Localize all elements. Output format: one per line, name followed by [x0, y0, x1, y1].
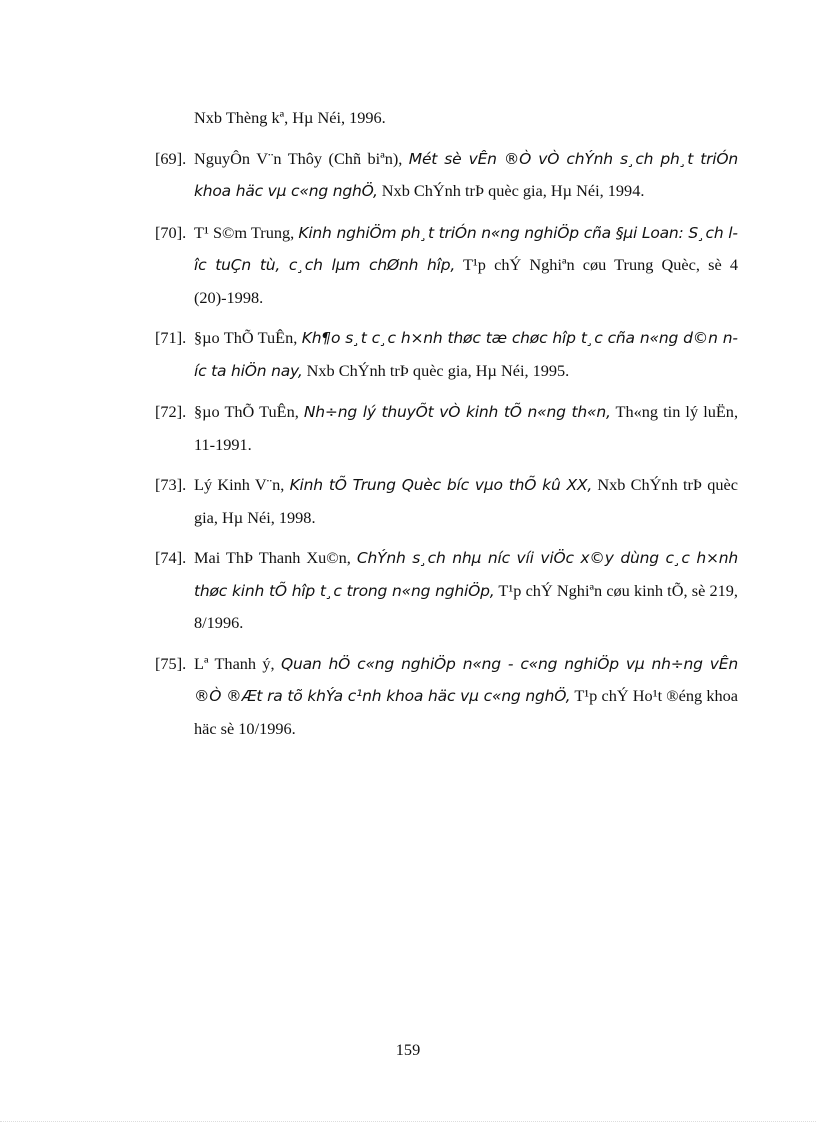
continued-reference-text: Nxb Thèng kª, Hµ Néi, 1996. [194, 108, 386, 127]
reference-body [194, 396, 738, 460]
reference-body [194, 648, 738, 745]
reference-author: Mai ThÞ Thanh Xu©n, [194, 548, 351, 567]
reference-title: Quan hÖ c«ng nghiÖp n«ng - c«ng nghiÖp vµ nh÷ng vÊn ®Ò ®Æt ra tõ khÝa c¹nh khoa häc vµ c«ng nghÖ, [194, 654, 738, 705]
reference-source: T¹p chÝ Nghiªn cøu Trung Quèc, sè 4 (20)-1998. [194, 255, 738, 307]
reference-body [194, 217, 738, 314]
reference-source: Nxb ChÝnh trÞ quèc gia, Hµ Néi, 1995. [306, 360, 570, 380]
reference-entry-70 [155, 217, 738, 314]
reference-author: §µo ThÕ TuÊn, [194, 402, 299, 421]
reference-number: [69]. [155, 148, 187, 168]
reference-number: [72]. [155, 402, 187, 421]
reference-number: [75]. [155, 653, 187, 673]
reference-body [194, 322, 738, 387]
bibliography [155, 102, 738, 753]
reference-author: Lª Thanh ý, [194, 653, 275, 673]
reference-author: Lý Kinh V¨n, [194, 475, 285, 494]
reference-title: Kh¶o s¸t c¸c h×nh thøc tæ chøc hîp t¸c cña n«ng d©n níc ta hiÖn nay, [194, 329, 738, 380]
reference-entry-72 [155, 396, 738, 460]
reference-author: NguyÔn V¨n Thôy (Chñ biªn), [194, 148, 403, 168]
reference-number: [71]. [155, 328, 187, 347]
reference-title: Kinh nghiÖm ph¸t triÓn n«ng nghiÖp cña §µi Loan: S¸ch lîc tuÇn tù, c¸ch lµm chØnh hîp, [194, 223, 738, 274]
reference-entry-71 [155, 322, 738, 387]
page-bottom-divider [0, 1121, 816, 1122]
reference-source: Nxb ChÝnh trÞ quèc gia, Hµ Néi, 1998. [194, 475, 738, 527]
reference-author: §µo ThÕ TuÊn, [194, 328, 298, 347]
reference-author: T¹ S©m Trung, [194, 222, 295, 242]
page-number: 159 [395, 1040, 421, 1059]
reference-source: Th«ng tin lý luËn, 11-1991. [194, 402, 739, 454]
reference-title: Nh÷ng lý thuyÕt vÒ kinh tÕ n«ng th«n, [303, 403, 611, 421]
reference-body [194, 542, 738, 639]
reference-entry-69 [155, 143, 738, 208]
reference-number: [74]. [155, 548, 187, 567]
reference-body [194, 143, 738, 208]
reference-number: [70]. [155, 222, 187, 242]
reference-entry-74 [155, 542, 738, 639]
reference-entry-75 [155, 648, 738, 745]
reference-number: [73]. [155, 475, 187, 494]
reference-source: T¹p chÝ Ho¹t ®éng khoa häc sè 10/1996. [194, 686, 739, 738]
reference-title: Mét sè vÊn ®Ò vÒ chÝnh s¸ch ph¸t triÓn khoa häc vµ c«ng nghÖ, [194, 149, 738, 200]
reference-entry-73 [155, 469, 738, 533]
reference-title: Kinh tÕ Trung Quèc bíc vµo thÕ kû XX, [289, 476, 593, 494]
reference-body [194, 469, 738, 533]
reference-title: ChÝnh s¸ch nhµ níc víi viÖc x©y dùng c¸c h×nh thøc kinh tÕ hîp t¸c trong n«ng nghiÖp, [194, 549, 738, 600]
reference-source: T¹p chÝ Nghiªn cøu kinh tÕ, sè 219, 8/1996. [194, 580, 738, 632]
reference-source: Nxb ChÝnh trÞ quèc gia, Hµ Néi, 1994. [381, 181, 645, 200]
